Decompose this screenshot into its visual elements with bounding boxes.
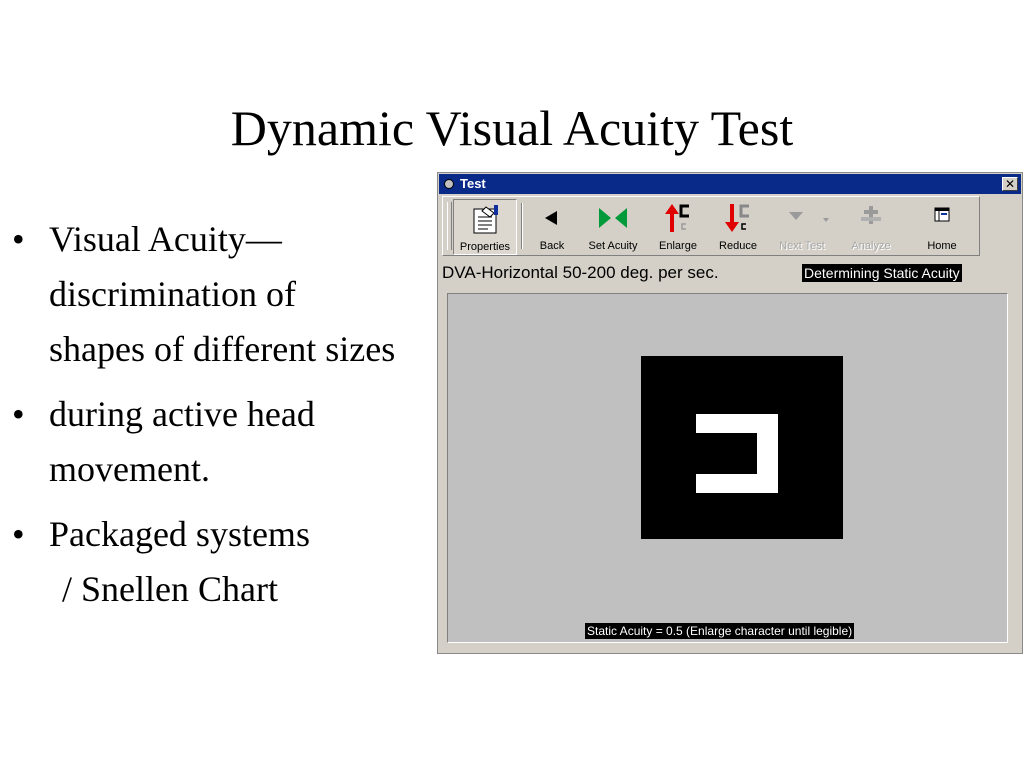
test-mode-text: DVA-Horizontal 50-200 deg. per sec. (442, 263, 719, 282)
properties-button[interactable] (453, 199, 517, 255)
bullet-marker: • (12, 514, 25, 554)
home-icon (919, 202, 965, 232)
set-acuity-icon (581, 202, 645, 232)
set-acuity-button[interactable] (581, 199, 645, 255)
enlarge-icon (653, 202, 703, 232)
back-label: Back (539, 240, 565, 252)
window-titlebar[interactable] (439, 174, 1021, 194)
properties-label: Properties (459, 241, 511, 253)
bullet-text-line1: Visual Acuity— (49, 219, 282, 259)
set-acuity-label: Set Acuity (588, 240, 638, 252)
app-icon (444, 179, 454, 189)
close-button[interactable]: ✕ (1002, 177, 1018, 191)
bullet-text-rest: / Snellen Chart (62, 569, 278, 609)
optotype-panel (641, 356, 843, 539)
home-button[interactable] (919, 199, 965, 255)
bullet-item (12, 212, 412, 377)
reduce-button[interactable] (713, 199, 763, 255)
properties-icon (454, 203, 516, 233)
enlarge-button[interactable] (653, 199, 703, 255)
bullet-text-rest: movement. (49, 449, 210, 489)
slide-title: Dynamic Visual Acuity Test (230, 100, 794, 156)
back-arrow-icon (531, 202, 573, 232)
bullet-text-rest: discrimination of shapes of different sizes (49, 274, 396, 369)
bullet-text-line1: Packaged systems (49, 514, 310, 554)
test-window (437, 172, 1023, 654)
bullet-item (12, 507, 412, 617)
analyze-label: Analyze (851, 240, 891, 252)
back-button[interactable] (531, 199, 573, 255)
test-state-badge: Determining Static Acuity (804, 265, 960, 281)
bullet-marker: • (12, 394, 25, 434)
next-test-label: Next Test (779, 240, 825, 252)
window-title: Test (460, 176, 486, 191)
status-line (442, 260, 1018, 284)
next-test-button[interactable] (769, 199, 835, 255)
bullet-item (12, 387, 412, 497)
home-label: Home (927, 240, 957, 252)
toolbar-separator (521, 203, 523, 249)
bullet-list (12, 212, 412, 627)
enlarge-label: Enlarge (659, 240, 697, 252)
toolbar-grip[interactable] (447, 202, 452, 250)
bullet-text-line1: during active head (49, 394, 315, 434)
optotype-c-icon (641, 356, 843, 539)
static-acuity-readout: Static Acuity = 0.5 (Enlarge character until legible) (587, 624, 853, 638)
analyze-button[interactable] (843, 199, 899, 255)
analyze-icon (843, 202, 899, 232)
next-test-icon (769, 202, 835, 232)
reduce-label: Reduce (719, 240, 757, 252)
reduce-icon (713, 202, 763, 232)
bullet-marker: • (12, 219, 25, 259)
stimulus-display (447, 293, 1008, 643)
toolbar (442, 196, 980, 256)
